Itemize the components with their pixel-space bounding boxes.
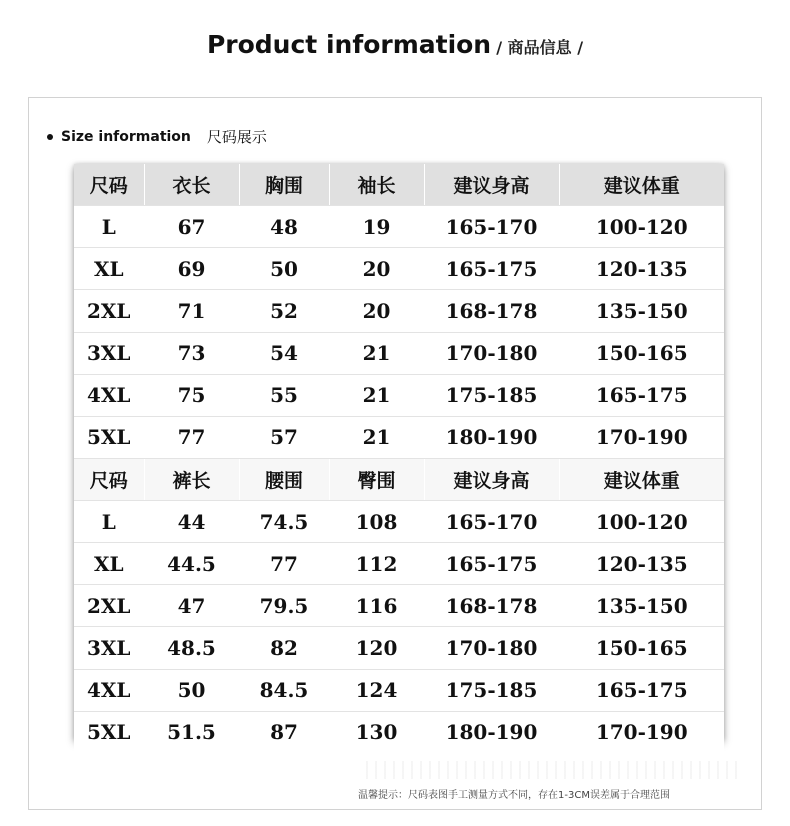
table-cell: XL [74, 248, 144, 290]
table-header-row-tops [74, 164, 724, 206]
table-cell: 170-180 [424, 627, 559, 669]
table-row [74, 669, 724, 711]
table-cell: 55 [239, 374, 329, 416]
table-row [74, 501, 724, 543]
table-cell: 124 [329, 669, 424, 711]
table-cell: 150-165 [559, 627, 724, 669]
table-cell: 50 [144, 669, 239, 711]
table-cell: 48 [239, 206, 329, 248]
table-row [74, 543, 724, 585]
bullet-icon [47, 134, 53, 140]
table-cell: 建议体重 [559, 164, 724, 206]
table-cell: 2XL [74, 290, 144, 332]
table-cell: 82 [239, 627, 329, 669]
table-cell: 19 [329, 206, 424, 248]
table-cell: 5XL [74, 711, 144, 753]
table-cell: 168-178 [424, 585, 559, 627]
table-cell: 袖长 [329, 164, 424, 206]
table-row [74, 585, 724, 627]
table-cell: 120 [329, 627, 424, 669]
page-header [0, 30, 790, 59]
table-cell: 73 [144, 332, 239, 374]
section-label-en: Size information [61, 128, 191, 145]
table-cell: 47 [144, 585, 239, 627]
watermark-stripes [366, 761, 741, 779]
table-cell: L [74, 501, 144, 543]
table-cell: 建议身高 [424, 458, 559, 500]
table-cell: 108 [329, 501, 424, 543]
table-cell: 100-120 [559, 206, 724, 248]
table-cell: 20 [329, 290, 424, 332]
table-cell: 165-175 [559, 374, 724, 416]
table-row [74, 374, 724, 416]
table-cell: 165-175 [424, 248, 559, 290]
table-row [74, 290, 724, 332]
table-cell: 180-190 [424, 711, 559, 753]
table-cell: 3XL [74, 332, 144, 374]
table-cell: 3XL [74, 627, 144, 669]
table-cell: 建议身高 [424, 164, 559, 206]
table-cell: 4XL [74, 669, 144, 711]
table-header-row-pants [74, 458, 724, 500]
footer-note: 温馨提示：尺码表图手工测量方式不同，存在1-3CM误差属于合理范围 [358, 790, 670, 801]
table-cell: 165-175 [424, 543, 559, 585]
table-cell: 77 [239, 543, 329, 585]
table-cell: 135-150 [559, 290, 724, 332]
table-cell: 112 [329, 543, 424, 585]
table-cell: 84.5 [239, 669, 329, 711]
table-cell: 69 [144, 248, 239, 290]
table-cell: 168-178 [424, 290, 559, 332]
table-cell: 100-120 [559, 501, 724, 543]
table-cell: 腰围 [239, 458, 329, 500]
table-row [74, 332, 724, 374]
table-cell: 77 [144, 416, 239, 458]
table-cell: 建议体重 [559, 458, 724, 500]
table-cell: 120-135 [559, 248, 724, 290]
table-row [74, 416, 724, 458]
size-table [74, 164, 724, 753]
table-cell: 135-150 [559, 585, 724, 627]
table-cell: 175-185 [424, 374, 559, 416]
table-cell: 44.5 [144, 543, 239, 585]
table-cell: 48.5 [144, 627, 239, 669]
table-cell: 21 [329, 416, 424, 458]
table-cell: 175-185 [424, 669, 559, 711]
table-cell: 75 [144, 374, 239, 416]
table-cell: 4XL [74, 374, 144, 416]
table-cell: 79.5 [239, 585, 329, 627]
table-cell: 71 [144, 290, 239, 332]
table-cell: 170-190 [559, 711, 724, 753]
table-cell: 150-165 [559, 332, 724, 374]
table-cell: 尺码 [74, 164, 144, 206]
table-cell: XL [74, 543, 144, 585]
section-label-cn: 尺码展示 [206, 128, 267, 146]
page-title-cn: / 商品信息 / [496, 38, 584, 57]
table-cell: 54 [239, 332, 329, 374]
table-cell: 50 [239, 248, 329, 290]
table-row [74, 627, 724, 669]
page-title: Product information [206, 30, 492, 59]
table-cell: 20 [329, 248, 424, 290]
table-cell: 120-135 [559, 543, 724, 585]
table-cell: 74.5 [239, 501, 329, 543]
table-cell: 2XL [74, 585, 144, 627]
table-cell: 165-170 [424, 501, 559, 543]
table-cell: 21 [329, 332, 424, 374]
table-cell: 51.5 [144, 711, 239, 753]
table-cell: 170-180 [424, 332, 559, 374]
section-heading [47, 126, 267, 147]
table-cell: 170-190 [559, 416, 724, 458]
table-cell: 21 [329, 374, 424, 416]
table-cell: 165-170 [424, 206, 559, 248]
table-cell: 44 [144, 501, 239, 543]
table-cell: 116 [329, 585, 424, 627]
table-cell: L [74, 206, 144, 248]
table-cell: 臀围 [329, 458, 424, 500]
table-cell: 5XL [74, 416, 144, 458]
table-cell: 165-175 [559, 669, 724, 711]
table-row [74, 711, 724, 753]
table-cell: 87 [239, 711, 329, 753]
table-cell: 67 [144, 206, 239, 248]
table-cell: 尺码 [74, 458, 144, 500]
table-row [74, 248, 724, 290]
size-table-body [74, 164, 724, 753]
table-cell: 衣长 [144, 164, 239, 206]
table-cell: 裤长 [144, 458, 239, 500]
table-cell: 180-190 [424, 416, 559, 458]
table-cell: 52 [239, 290, 329, 332]
table-cell: 胸围 [239, 164, 329, 206]
table-cell: 130 [329, 711, 424, 753]
table-row [74, 206, 724, 248]
table-cell: 57 [239, 416, 329, 458]
size-table-card [74, 164, 724, 745]
